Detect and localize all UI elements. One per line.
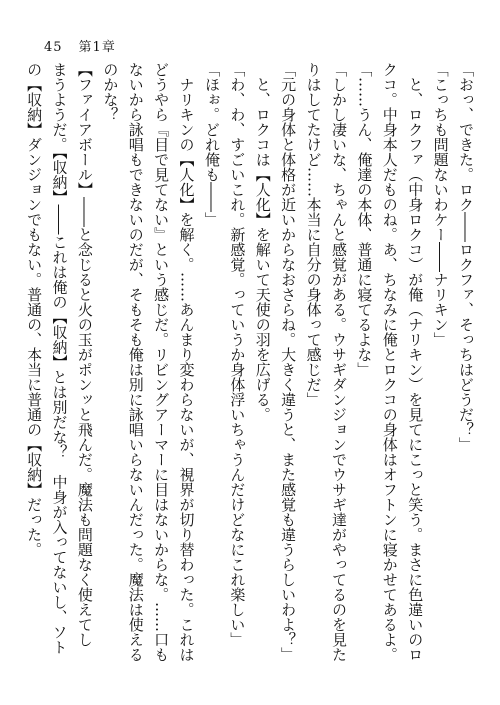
text-line: 「しかし凄いな、ちゃんと感覚がある。ウサギダンジョンでウサギ達がやってるのを見た — [329, 62, 348, 662]
text-line: 「元の身体と体格が近いからなおさらね。大きく違うと、また感覚も違うらしいわよ？」 — [279, 62, 298, 662]
text-line: クコ。中身本人だものね。あ、ちなみに俺とロクコの身体はオフトンに寝かせてあるよ。 — [380, 62, 399, 662]
text-line: ナリキンの【人化】を解く。……あんまり変わらないが、視界が切り替わった。これは — [177, 62, 196, 662]
text-line: の【収納】ダンジョンでもない。普通の、本当に普通の【収納】だった。 — [25, 62, 44, 557]
text-line: 「ほぉ。どれ俺も――」 — [202, 62, 221, 227]
vertical-text-body — [25, 62, 478, 690]
chapter-title: 第1章 — [78, 40, 116, 55]
page-number: 45 — [44, 40, 63, 55]
text-line: と、ロクファ（中身ロクコ）が俺（ナリキン）を見てにこっと笑う。まさに色違いのロ — [406, 62, 425, 662]
page-header — [44, 36, 116, 55]
text-line: 「こっちも問題ないわケー――ナリキン」 — [431, 62, 450, 347]
text-line: どうやら『目で見てない』という感じだ。リビングアーマーに目はないからな。……口も — [152, 62, 171, 662]
text-line: りはしてたけど……本当に自分の身体って感じだ」 — [304, 62, 323, 407]
text-line: 「おっ、できた。ロク――ロクファ、そっちはどうだ？」 — [457, 62, 475, 452]
text-line: まうようだ。【収納】――これは俺の【収納】とは別だな？ 中身が入ってないし、ソト — [50, 62, 69, 655]
text-line: と、ロクコは【人化】を解いて天使の羽を広げる。 — [253, 62, 272, 422]
text-line: のかな？ — [101, 62, 120, 122]
text-line: 【ファイアボール】――と念じると火の玉がポンッと飛んだ。魔法も問題なく使えてし — [75, 62, 94, 647]
text-line: ないから詠唱もできないのだが、そもそも俺は別に詠唱いらないんだった。魔法は使える — [126, 62, 145, 662]
text-line: 「……うん、俺達の本体、普通に寝てるよな」 — [355, 62, 374, 377]
text-line: 「わ、わ、すごいこれ。新感覚。っていうか身体浮いちゃうんだけどなにこれ楽しい」 — [228, 62, 247, 647]
